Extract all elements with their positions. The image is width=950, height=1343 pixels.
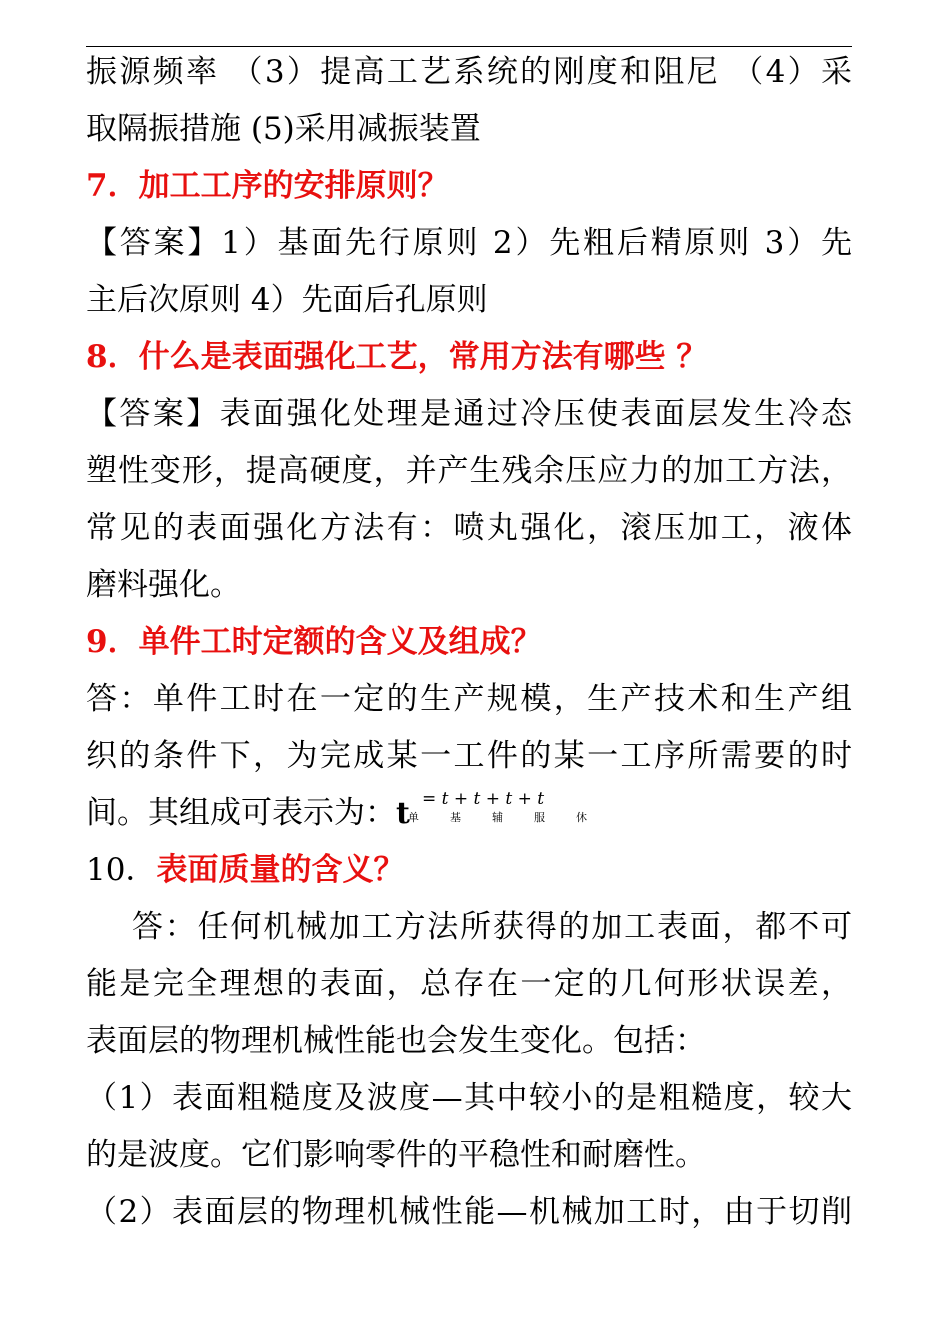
document-page [86, 44, 852, 1241]
answer-9-text: 间。其组成可表示为： [86, 795, 396, 831]
answer-10-line: 的是波度。它们影响零件的平稳性和耐磨性。 [86, 1137, 706, 1173]
answer-9-line: 织的条件下，为完成某一工件的某一工序所需要的时 [86, 738, 852, 774]
formula-main-symbol: t [396, 796, 410, 831]
answer-10-line: 能是完全理想的表面，总存在一定的几何形状误差， [86, 966, 852, 1002]
question-10-text: 表面质量的含义？ [156, 852, 405, 888]
answer-10-line: 表面层的物理机械性能也会发生变化。包括： [86, 1023, 706, 1059]
text-line: 取隔振措施 (5)采用减振装置 [86, 111, 481, 147]
answer-8-line: 塑性变形，提高硬度，并产生残余压应力的加工方法， [86, 453, 852, 489]
answer-7-line: 【答案】1）基面先行原则 2）先粗后精原则 3）先 [86, 225, 852, 261]
formula-subscript: 服 [534, 811, 545, 824]
answer-7-line: 主后次原则 4）先面后孔原则 [86, 282, 488, 318]
answer-9-line: 答：单件工时在一定的生产规模，生产技术和生产组 [86, 681, 852, 717]
formula-subscripts [408, 812, 618, 824]
answer-10-line: 答：任何机械加工方法所获得的加工表面，都不可 [132, 909, 852, 945]
formula-subscript: 休 [576, 811, 587, 824]
formula-subscript: 基 [450, 811, 461, 824]
formula-subscript: 单 [408, 811, 419, 824]
answer-8-line: 【答案】表面强化处理是通过冷压使表面层发生冷态 [86, 396, 852, 432]
time-formula [396, 785, 596, 842]
answer-10-line: （1）表面粗糙度及波度—其中较小的是粗糙度，较大 [86, 1080, 852, 1116]
answer-10-line: （2）表面层的物理机械性能—机械加工时，由于切削 [86, 1194, 852, 1230]
question-9: 9．单件工时定额的含义及组成？ [86, 624, 542, 660]
question-8: 8．什么是表面强化工艺，常用方法有哪些 ？ [86, 339, 708, 375]
text-line: 振源频率 （3）提高工艺系统的刚度和阻尼 （4）采 [86, 54, 852, 90]
formula-expression: = t + t + t + t [422, 789, 545, 809]
formula-subscript: 辅 [492, 811, 503, 824]
question-10 [86, 842, 852, 899]
question-10-number: 10． [86, 852, 157, 888]
question-7: 7．加工工序的安排原则？ [86, 168, 449, 204]
answer-8-line: 磨料强化。 [86, 567, 241, 603]
answer-8-line: 常见的表面强化方法有：喷丸强化，滚压加工，液体 [86, 510, 852, 546]
answer-9-line-formula [86, 785, 852, 842]
